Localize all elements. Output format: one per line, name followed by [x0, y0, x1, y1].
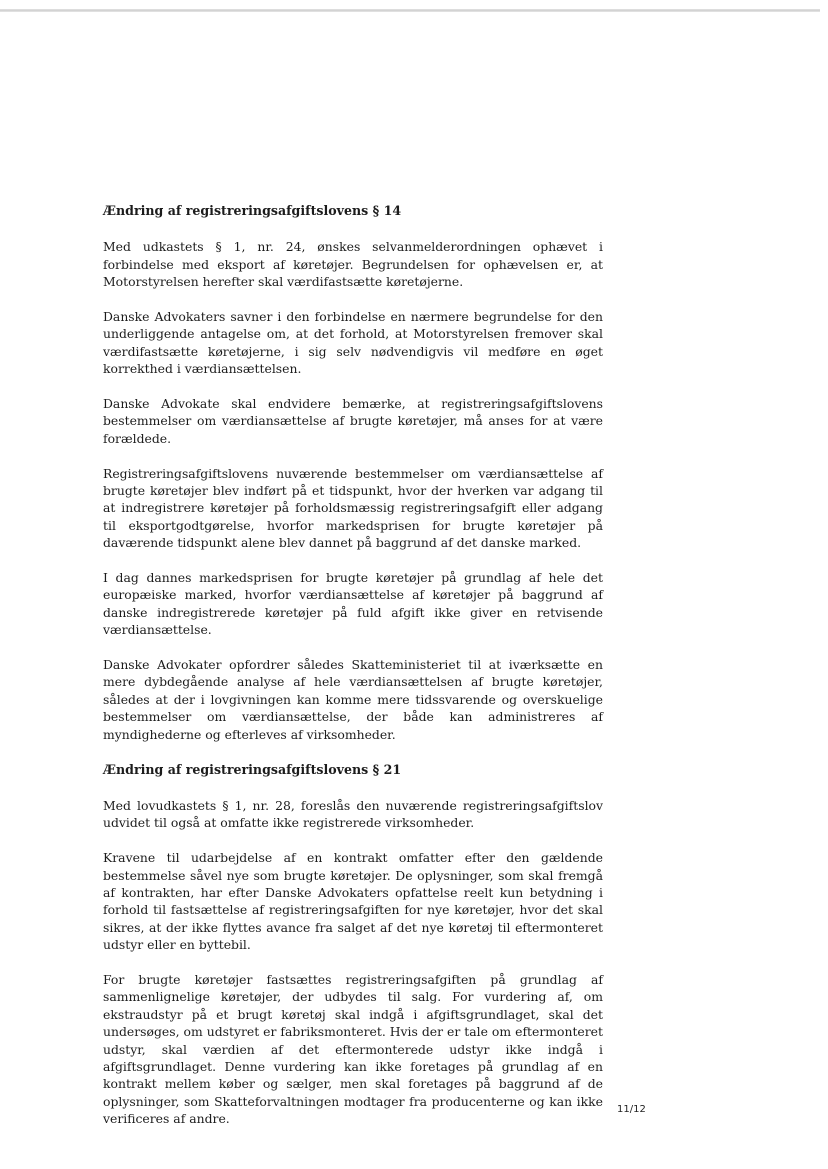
paragraph: Registreringsafgiftslovens nuværende bestemmelser om værdiansættelse af brugte køretøjer blev indført på et tidspunkt, hvor der hverken var adgang til at indregistrere køretøjer på forholdsmæssig registreringsafgift eller adgang til eksportgodtgørelse, hvorfor markedsprisen for brugte køretøjer på daværende tidspunkt alene blev dannet på baggrund af det danske marked. — [103, 465, 603, 551]
paragraph: Danske Advokate skal endvidere bemærke, at registreringsafgiftslovens bestemmelser om værdiansættelse af brugte køretøjer, må anses for at være forældede. — [103, 396, 603, 446]
section-heading: Ændring af registreringsafgiftslovens § 14 — [103, 203, 402, 218]
scan-edge-line — [0, 9, 820, 12]
paragraph: I dag dannes markedsprisen for brugte køretøjer på grundlag af hele det europæiske marked, hvorfor værdiansættelse af køretøjer på baggrund af danske indregistrerede køretøjer på fuld afgift ikke giver en retvisende værdiansættelse. — [103, 570, 603, 638]
page-number: 11/12 — [617, 1104, 646, 1115]
paragraph: Danske Advokater opfordrer således Skatteministeriet til at iværksætte en mere dybdegående analyse af hele værdiansættelsen af brugte køretøjer, således at der i lovgivningen kan komme mere tidssvarende og overskuelige bestemmelser om værdiansættelse, der både kan administreres af myndighederne og efterleves af virksomheder. — [103, 657, 603, 742]
paragraph: Danske Advokaters savner i den forbindelse en nærmere begrundelse for den underliggende antagelse om, at det forhold, at Motorstyrelsen fremover skal værdifastsætte køretøjerne, i sig selv nødvendigvis vil medføre en øget korrekthed i værdiansættelsen. — [103, 309, 603, 377]
paragraph: Med udkastets § 1, nr. 24, ønskes selvanmelderordningen ophævet i forbindelse med eksport af køretøjer. Begrundelsen for ophævelsen er, at Motorstyrelsen herefter skal værdifastsætte køretøjerne. — [103, 239, 603, 290]
paragraph: Kravene til udarbejdelse af en kontrakt omfatter efter den gældende bestemmelse såvel nye som brugte køretøjer. De oplysninger, som skal fremgå af kontrakten, har efter Danske Advokaters opfattelse reelt kun betydning i forhold til fastsættelse af registreringsafgiften for nye køretøjer, hvor det skal sikres, at der ikke flyttes avance fra salget af det nye køretøj til eftermonteret udstyr eller en byttebil. — [103, 850, 603, 953]
section-paragraph-14 — [103, 202, 603, 743]
paragraph: Med lovudkastets § 1, nr. 28, foreslås den nuværende registreringsafgiftslov udvidet til også at omfatte ikke registrerede virksomheder. — [103, 797, 603, 831]
section-paragraph-21 — [103, 761, 603, 1128]
section-heading: Ændring af registreringsafgiftslovens § 21 — [103, 761, 402, 777]
paragraph: For brugte køretøjer fastsættes registreringsafgiften på grundlag af sammenlignelige køretøjer, der udbydes til salg. For vurdering af, om ekstraudstyr på et brugt køretøj skal indgå i afgiftsgrundlaget, skal det undersøges, om udstyret er fabriksmonteret. Hvis der er tale om eftermonteret udstyr, skal værdien af det eftermonterede udstyr ikke indgå i afgiftsgrundlaget. Denne vurdering kan ikke foretages på grundlag af en kontrakt mellem køber og sælger, men skal foretages på baggrund af de oplysninger, som Skatteforvaltningen modtager fra producenterne og kan ikke verificeres af andre. — [103, 971, 603, 1127]
document-body — [103, 202, 603, 1145]
